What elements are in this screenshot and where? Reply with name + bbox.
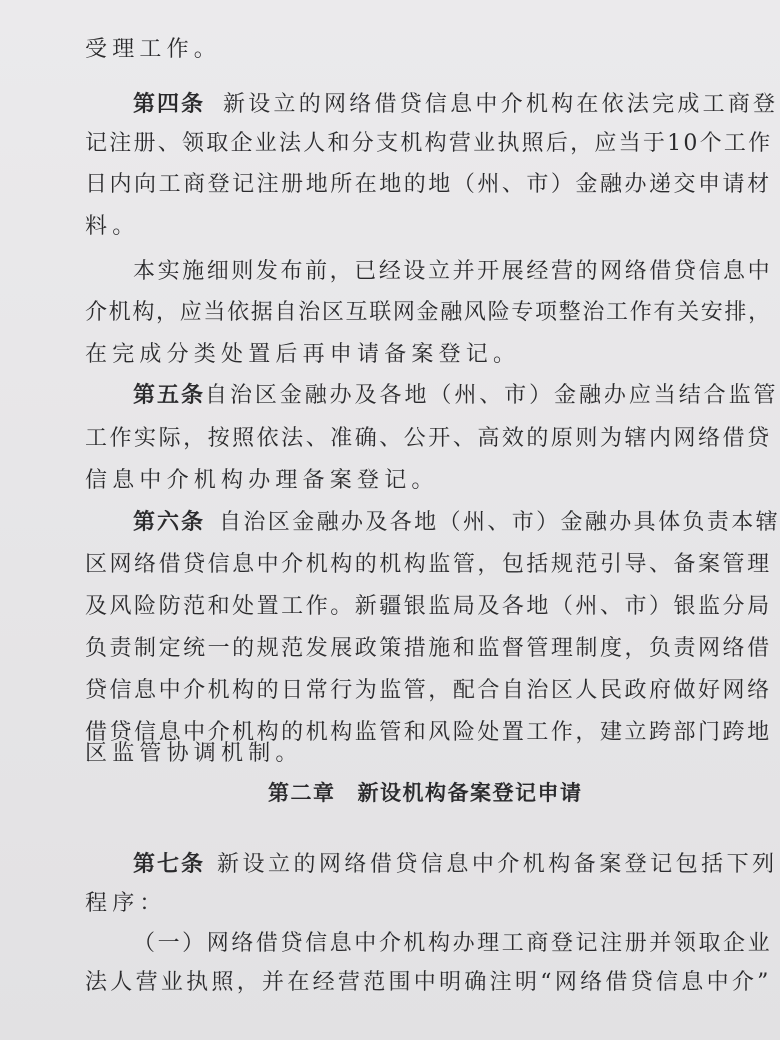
text-line: 法人营业执照，并在经营范围中明确注明“网络借贷信息中介” <box>85 970 772 995</box>
article-number: 第五条 <box>133 383 206 408</box>
article-number: 第四条 <box>133 92 206 117</box>
article-number: 第七条 <box>133 852 206 877</box>
text-line: 区监管协调机制。 <box>85 741 303 766</box>
article-number: 第六条 <box>133 510 206 535</box>
list-item-first-line: （一）网络借贷信息中介机构办理工商登记注册并领取企业 <box>133 931 773 956</box>
text-line: 借贷信息中介机构的机构监管和风险处置工作，建立跨部门跨地 <box>85 720 772 745</box>
text-line: 工作实际，按照依法、准确、公开、高效的原则为辖内网络借贷 <box>85 426 772 451</box>
paragraph-first-line: 本实施细则发布前，已经设立并开展经营的网络借贷信息中 <box>133 259 773 284</box>
text-line: 程序： <box>85 891 167 916</box>
chapter-heading <box>268 778 583 808</box>
text-line: 在完成分类处置后再申请备案登记。 <box>85 342 521 367</box>
text-line: 记注册、领取企业法人和分支机构营业执照后，应当于10个工作 <box>85 131 773 156</box>
text-line: 介机构，应当依据自治区互联网金融风险专项整治工作有关安排， <box>85 300 772 325</box>
text-line: 料。 <box>85 214 140 239</box>
text-line: 区网络借贷信息中介机构的机构监管，包括规范引导、备案管理 <box>85 552 772 577</box>
article-5-first-line: 第五条自治区金融办及各地（州、市）金融办应当结合监管 <box>133 383 779 408</box>
chapter-number: 第二章 <box>268 781 336 805</box>
text-line: 负责制定统一的规范发展政策措施和监督管理制度，负责网络借 <box>85 636 772 661</box>
article-7-first-line: 第七条 新设立的网络借贷信息中介机构备案登记包括下列 <box>133 852 778 877</box>
text-line: 日内向工商登记注册地所在地的地（州、市）金融办递交申请材 <box>85 172 772 197</box>
text-line: 信息中介机构办理备案登记。 <box>85 468 439 493</box>
chapter-title: 新设机构备案登记申请 <box>357 781 583 805</box>
article-4-first-line: 第四条 新设立的网络借贷信息中介机构在依法完成工商登 <box>133 92 779 117</box>
text-line: 受理工作。 <box>85 37 222 62</box>
text-line: 及风险防范和处置工作。新疆银监局及各地（州、市）银监分局 <box>85 594 772 619</box>
article-6-first-line: 第六条 自治区金融办及各地（州、市）金融办具体负责本辖 <box>133 510 780 535</box>
text-line: 贷信息中介机构的日常行为监管，配合自治区人民政府做好网络 <box>85 678 772 703</box>
